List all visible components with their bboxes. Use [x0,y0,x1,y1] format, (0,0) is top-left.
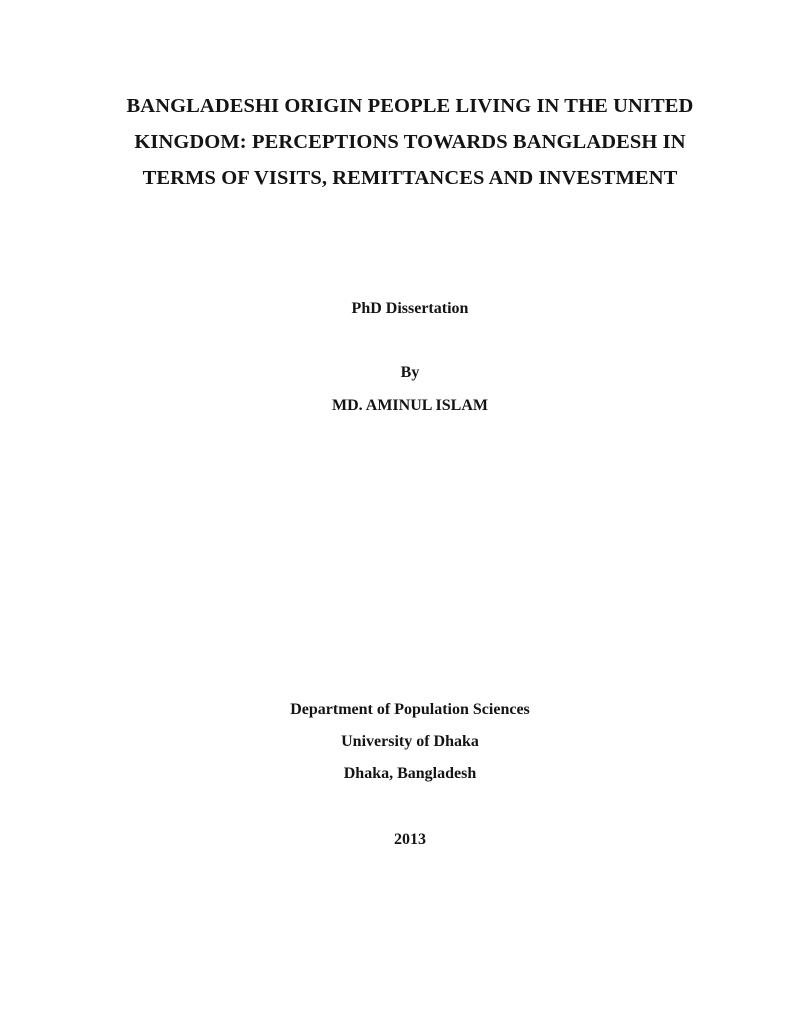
location-text: Dhaka, Bangladesh [343,765,477,782]
title-line-1: BANGLADESHI ORIGIN PEOPLE LIVING IN THE UNITED [126,95,694,117]
by-label: By [400,364,420,381]
university-name: University of Dhaka [341,733,479,750]
author-name: MD. AMINUL ISLAM [331,397,488,414]
department-name: Department of Population Sciences [290,701,530,718]
title-line-3: TERMS OF VISITS, REMITTANCES AND INVESTMENT [142,167,678,189]
title-line-2: KINGDOM: PERCEPTIONS TOWARDS BANGLADESH IN [134,131,686,153]
year-text: 2013 [394,831,426,848]
degree-label: PhD Dissertation [351,300,469,317]
